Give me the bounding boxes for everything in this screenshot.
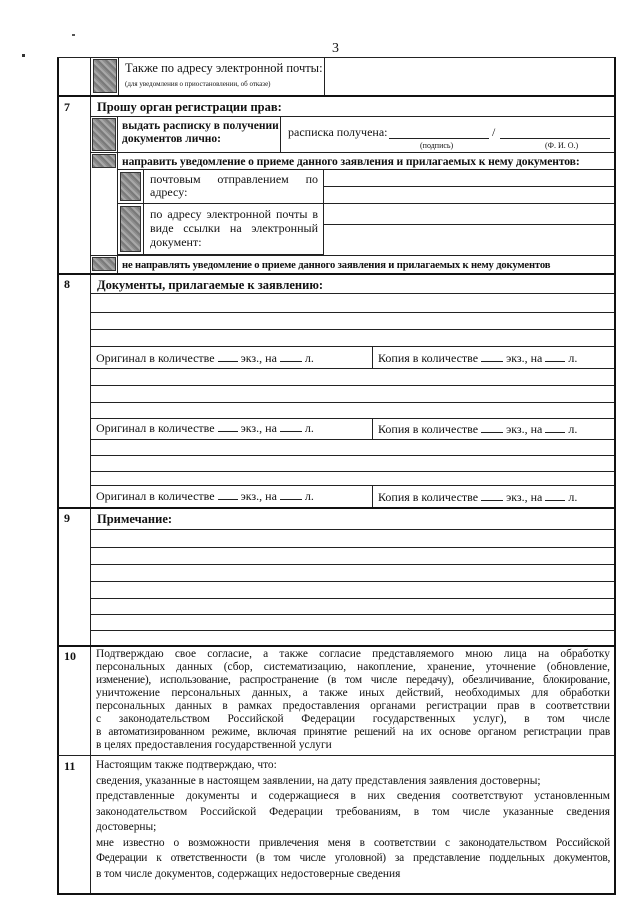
divider — [117, 203, 324, 204]
original-prefix: Оригинал в количестве — [96, 489, 215, 503]
divider — [143, 169, 144, 255]
copy-pages-input[interactable] — [545, 423, 565, 433]
note-line[interactable] — [90, 598, 614, 599]
email-note: (для уведомления о приостановлении, об отказе) — [125, 80, 271, 88]
divider — [372, 346, 373, 368]
original-copies-input[interactable] — [218, 422, 238, 432]
checkbox-email-notice[interactable] — [93, 59, 117, 93]
divider — [90, 439, 614, 440]
divider — [117, 255, 118, 273]
copy-pages-input[interactable] — [545, 352, 565, 362]
section-number: 11 — [64, 759, 76, 773]
original-suffix: л. — [304, 351, 314, 365]
original-copies-input[interactable] — [218, 352, 238, 362]
document-line[interactable] — [90, 312, 614, 313]
divider — [57, 273, 616, 275]
page-number: 3 — [332, 41, 339, 56]
post-label-line2: адресу: — [150, 185, 188, 199]
original-count-row — [96, 352, 314, 365]
document-line[interactable] — [90, 402, 614, 403]
consent-line: с законодательством Российской Федерации государственных услуг), в том числе — [96, 713, 610, 725]
receipt-signature-input[interactable] — [389, 130, 489, 139]
confirmation-line: Настоящим также подтверждаю, что: — [96, 759, 277, 771]
email-address-line[interactable] — [324, 224, 614, 225]
divider — [57, 645, 616, 647]
copy-copies-input[interactable] — [481, 423, 503, 433]
copy-count-row — [378, 491, 577, 504]
original-pages-input[interactable] — [280, 422, 302, 432]
document-line[interactable] — [90, 385, 614, 386]
original-pages-input[interactable] — [280, 352, 302, 362]
note-line[interactable] — [90, 564, 614, 565]
post-address-line[interactable] — [324, 186, 614, 187]
receipt-name-caption: (Ф. И. О.) — [545, 141, 579, 150]
divider — [280, 116, 281, 153]
receipt-received-label: расписка получена: — [288, 125, 388, 139]
frame-left — [57, 57, 59, 895]
receipt-label-line2: документов лично: — [122, 133, 222, 145]
note-line[interactable] — [90, 614, 614, 615]
original-mid: экз., на — [240, 351, 277, 365]
scan-mark — [72, 34, 75, 36]
original-prefix: Оригинал в количестве — [96, 351, 215, 365]
original-mid: экз., на — [240, 421, 277, 435]
section-number: 7 — [64, 100, 70, 114]
divider — [90, 116, 614, 117]
divider — [324, 57, 325, 95]
document-line[interactable] — [90, 329, 614, 330]
original-pages-input[interactable] — [280, 490, 302, 500]
copy-prefix: Копия в количестве — [378, 351, 479, 365]
original-prefix: Оригинал в количестве — [96, 421, 215, 435]
notify-title: направить уведомление о приеме данного заявления и прилагаемых к нему документов: — [122, 155, 580, 168]
note-line[interactable] — [90, 581, 614, 582]
copy-suffix: л. — [568, 422, 578, 436]
consent-line: Подтверждаю свое согласие, а также согласие представляемого мною лица на обработку — [96, 648, 610, 660]
note-line[interactable] — [90, 630, 614, 631]
original-copies-input[interactable] — [218, 490, 238, 500]
divider — [372, 418, 373, 439]
receipt-name-input[interactable] — [500, 130, 610, 139]
copy-copies-input[interactable] — [481, 352, 503, 362]
document-line[interactable] — [90, 418, 614, 419]
consent-line: уничтожение персональных данных, а также иных действий, необходимых для обработки — [96, 687, 610, 699]
frame-bottom — [57, 893, 616, 895]
num-col-divider — [90, 57, 91, 895]
divider — [90, 368, 614, 369]
divider — [372, 485, 373, 507]
confirmation-line: мне известно о возможности привлечения меня в соответствии с законодательством Российской — [96, 836, 610, 849]
divider — [90, 255, 614, 256]
document-line[interactable] — [90, 485, 614, 486]
checkbox-post[interactable] — [120, 172, 141, 201]
no-notify-label: не направлять уведомление о приеме данного заявления и прилагаемых к нему документов — [122, 260, 551, 271]
copy-suffix: л. — [568, 490, 578, 504]
scan-mark — [22, 54, 25, 57]
document-line[interactable] — [90, 293, 614, 294]
frame-top — [57, 57, 614, 58]
original-suffix: л. — [304, 421, 314, 435]
section-title: Примечание: — [97, 512, 173, 526]
receipt-sign-caption: (подпись) — [420, 141, 454, 150]
copy-count-row — [378, 423, 577, 436]
divider — [324, 203, 614, 204]
confirmation-line: сведения, указанные в настоящем заявлении, на дату представления заявления достоверны; — [96, 774, 541, 787]
divider — [57, 755, 614, 756]
receipt-label-line1: выдать расписку в получении — [122, 120, 279, 132]
consent-line: в целях предоставления государственной услуги — [96, 739, 332, 751]
email-label: Также по адресу электронной почты: — [125, 61, 323, 75]
confirmation-line: в том числе документов, содержащих недостоверные сведения — [96, 867, 401, 880]
consent-line: в автоматизированном режиме, включая принятие решений на их основе органом регистрации прав — [96, 726, 610, 738]
section-number: 9 — [64, 511, 70, 525]
divider — [90, 152, 614, 153]
divider — [57, 507, 616, 509]
confirmation-line: законодательством Российской Федерации требованиям, в том числе указанные сведения — [96, 805, 610, 818]
document-line[interactable] — [90, 471, 614, 472]
email-link-line1: по адресу электронной почты в — [150, 207, 318, 221]
email-input[interactable] — [326, 59, 612, 93]
checkbox-email-link[interactable] — [120, 206, 141, 252]
original-mid: экз., на — [240, 489, 277, 503]
copy-suffix: л. — [568, 351, 578, 365]
copy-prefix: Копия в количестве — [378, 490, 479, 504]
divider — [118, 57, 119, 95]
confirmation-line: представленные документы и содержащиеся в них сведения соответствуют установленным — [96, 790, 610, 802]
document-line[interactable] — [90, 455, 614, 456]
email-link-line3: документ: — [150, 235, 202, 249]
copy-mid: экз., на — [506, 422, 543, 436]
post-label-line1: почтовым отправлением по — [150, 172, 318, 186]
confirmation-paragraph — [96, 758, 610, 882]
consent-line: изменение), использование, распространение (в том числе передачу), обезличивание, блокирование, — [96, 674, 610, 686]
consent-paragraph — [96, 648, 610, 752]
consent-line: персональных данных (сбор, систематизацию, накопление, хранение, уточнение (обновление, — [96, 661, 610, 673]
copy-mid: экз., на — [506, 490, 543, 504]
divider — [117, 152, 118, 170]
email-link-line2: виде ссылки на электронный — [150, 221, 318, 235]
checkbox-send-notice[interactable] — [92, 154, 116, 168]
copy-mid: экз., на — [506, 351, 543, 365]
frame-right — [614, 57, 616, 895]
copy-prefix: Копия в количестве — [378, 422, 479, 436]
checkbox-no-notice[interactable] — [92, 257, 116, 271]
copy-copies-input[interactable] — [481, 491, 503, 501]
note-line[interactable] — [90, 529, 614, 530]
copy-pages-input[interactable] — [545, 491, 565, 501]
original-count-row — [96, 490, 314, 503]
original-suffix: л. — [304, 489, 314, 503]
note-line[interactable] — [90, 547, 614, 548]
copy-count-row — [378, 352, 577, 365]
confirmation-line: Федерации к ответственности (в том числе уголовной) за представление поддельных документов, — [96, 852, 610, 864]
section-title: Документы, прилагаемые к заявлению: — [97, 278, 324, 292]
document-line[interactable] — [90, 346, 614, 347]
receipt-slash: / — [492, 125, 496, 139]
divider — [57, 95, 616, 97]
section-number: 10 — [64, 649, 76, 663]
section-title: Прошу орган регистрации прав: — [97, 100, 282, 114]
section-number: 8 — [64, 277, 70, 291]
divider — [117, 116, 118, 153]
consent-line: персональных данных в рамках предоставления органами регистрации прав в соответствии — [96, 700, 610, 712]
original-count-row — [96, 422, 314, 435]
checkbox-receipt-in-person[interactable] — [92, 118, 116, 151]
confirmation-line: достоверны; — [96, 821, 157, 833]
